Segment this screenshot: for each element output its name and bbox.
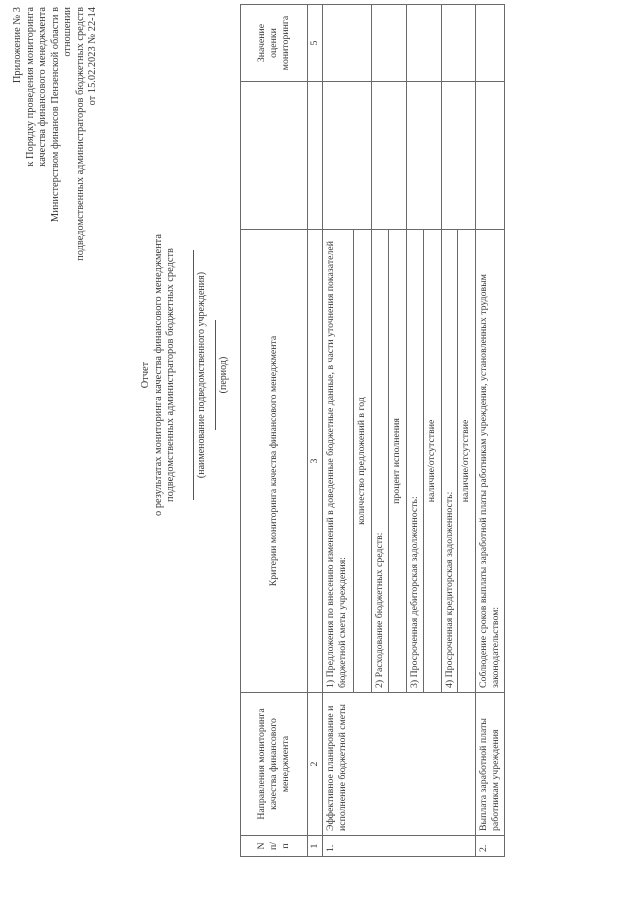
criteria-cell: 3) Просроченная дебиторская задолженность: [406,230,423,693]
header-criteria: Критерии мониторинга качества финансового менеджмента [241,230,308,693]
period-caption: (период) [218,356,229,394]
row-num: 1. [323,836,476,857]
monitoring-table [240,4,505,857]
appendix-block [12,7,100,265]
criteria-subcell: наличие/отсутствие [458,230,476,693]
criteria-subcell: количество предложений в год [354,230,372,693]
criteria-cell: 2) Расходование бюджетных средств: [372,230,389,693]
column-number: 5 [308,5,323,82]
header-direction: Направления мониторинга качества финансового менеджмента [241,693,308,836]
table-header-row [241,5,308,857]
header-col4 [241,82,308,230]
empty-cell [406,82,441,230]
table-row [476,5,505,857]
column-number-row [308,5,323,857]
appendix-line: Министерством финансов Пензенской области в отношении [49,7,73,223]
appendix-line: от 15.02.2023 № 22-14 [87,7,98,106]
criteria-subcell: наличие/отсутствие [423,230,441,693]
value-cell [476,5,505,82]
criteria-cell: Соблюдение сроков выплаты заработной платы работникам учреждения, установленных трудовым законодательством: [476,230,505,693]
empty-cell [441,82,476,230]
report-subtitle: подведомственных администраторов бюджетных средств [165,248,176,502]
appendix-line: подведомственных администраторов бюджетных средств [74,7,86,261]
criteria-subcell: процент исполнения [388,230,406,693]
report-heading [140,145,231,605]
empty-cell [476,82,505,230]
column-number: 3 [308,230,323,693]
criteria-cell: 4) Просроченная кредиторская задолженность: [441,230,458,693]
header-num: N п/п [241,836,308,857]
row-direction: Эффективное планирование и исполнение бюджетной сметы [323,693,476,836]
value-cell [441,5,476,82]
report-subtitle: о результатах мониторинга качества финансового менеджмента [152,234,164,516]
column-number [308,82,323,230]
value-cell [372,5,407,82]
value-cell [323,5,372,82]
table-row [323,5,354,857]
appendix-line: качества финансового менеджмента [37,7,48,167]
row-direction: Выплата заработной платы работникам учреждения [476,693,505,836]
column-number: 1 [308,836,323,857]
appendix-line: Приложение № 3 [12,7,23,84]
row-num: 2. [476,836,505,857]
institution-blank-line [193,250,194,500]
period-blank-line [215,320,216,430]
header-value: Значение оценки мониторинга [241,5,308,82]
report-title: Отчет [140,361,151,389]
criteria-cell: 1) Предложения по внесению изменений в доведенные бюджетные данные, в части уточнения показателей бюджетной сметы учреждения: [323,230,354,693]
appendix-line: к Порядку проведения мониторинга [24,7,36,167]
empty-cell [372,82,407,230]
column-number: 2 [308,693,323,836]
value-cell [406,5,441,82]
empty-cell [323,82,372,230]
institution-caption: (наименование подведомственного учреждения) [195,271,207,479]
